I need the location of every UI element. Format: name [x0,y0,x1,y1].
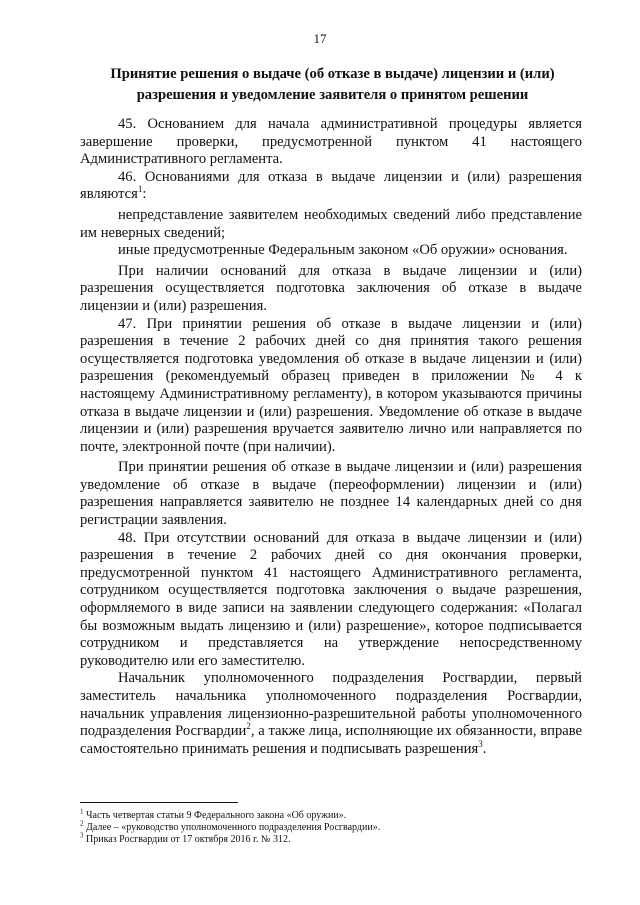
paragraph-48: 48. При отсутствии оснований для отказа в выдаче лицензии и (или) разрешения в течение 2 рабочих дней со дня окончания проверки, предусмотренной пунктом 41 настоящего Административного регламента, сотрудником осуществляется подготовка заключения о выдаче разрешения, оформляемого в виде записи на заявлении следующего содержания: «Полагал бы возможным выдать лицензию и (или) разрешение», которое подписывается сотрудником и представляется на утверждение непосредственному руководителю или его заместителю. [80,529,582,669]
footnote-2 [80,819,580,834]
paragraph-48-authority-end: . [482,740,487,757]
footnote-3 [80,831,580,846]
section-title: Принятие решения о выдаче (об отказе в выдаче) лицензии и (или) разрешения и уведомление заявителя о принятом решении [110,66,555,103]
footnote-ref-2: 2 [246,721,251,732]
list-item-1: непредставление заявителем необходимых сведений либо представление им неверных сведений; [80,206,582,241]
paragraph-48-authority-text-2: , а также лица, исполняющие их обязанности, вправе самостоятельно принимать решения и подписывать разрешения [80,723,582,757]
paragraph-46-text: 46. Основаниями для отказа в выдаче лицензии и (или) разрешения являются [80,168,582,203]
footnote-2-text: Далее – «руководство уполномоченного подразделения Росгвардии». [83,822,381,833]
footnote-ref-3: 3 [478,738,483,749]
footnote-3-text: Приказ Росгвардии от 17 октября 2016 г. № 312. [83,834,291,845]
paragraph-47-notice: При принятии решения об отказе в выдаче лицензии и (или) разрешения уведомление об отказе в выдаче (переоформлении) лицензии и (или) разрешения направляется заявителю не позднее 14 календарных дней со дня регистрации заявления. [80,459,582,529]
paragraph-45: 45. Основанием для начала административной процедуры является завершение проверки, предусмотренной пунктом 41 настоящего Административного регламента. [80,116,582,168]
paragraph-47: 47. При принятии решения об отказе в выдаче лицензии и (или) разрешения в течение 2 рабочих дней со дня принятия такого решения осуществляется подготовка уведомления об отказе в выдаче лицензии и (или) разрешения (рекомендуемый образец приведен в приложении № 4 к настоящему Административному регламенту), в котором указываются причины отказа в выдаче лицензии и (или) разрешения. Уведомление об отказе в выдаче лицензии и (или) разрешения вручается заявителю лично или направляется по почте, электронной почте (при наличии). [80,315,582,455]
paragraph-46 [80,169,582,204]
paragraph-48-authority-text-1: Начальник уполномоченного подразделения Росгвардии, первый заместитель начальника уполномоченного подразделения Росгвардии, начальник управления лицензионно-разрешительной работы уполномоченного подразделения Росгвардии [80,670,582,740]
list-item-2: иные предусмотренные Федеральным законом «Об оружии» основания. [118,242,568,259]
footnote-ref-1: 1 [137,184,143,195]
footnote-1 [80,807,580,822]
footnote-1-number: 1 [80,807,84,816]
footnote-separator [80,802,238,803]
paragraph-48-authority [80,670,582,758]
paragraph-46-conclusion: При наличии оснований для отказа в выдаче лицензии и (или) разрешения осуществляется подготовка заключения об отказе в выдаче лицензии и (или) разрешения. [80,262,582,314]
page-number: 17 [313,31,327,46]
footnote-2-number: 2 [80,819,84,828]
document-body [80,116,582,758]
footnote-3-number: 3 [80,831,84,840]
paragraph-46-colon: : [142,186,147,203]
footnote-1-text: Часть четвертая статьи 9 Федерального закона «Об оружии». [83,810,347,821]
